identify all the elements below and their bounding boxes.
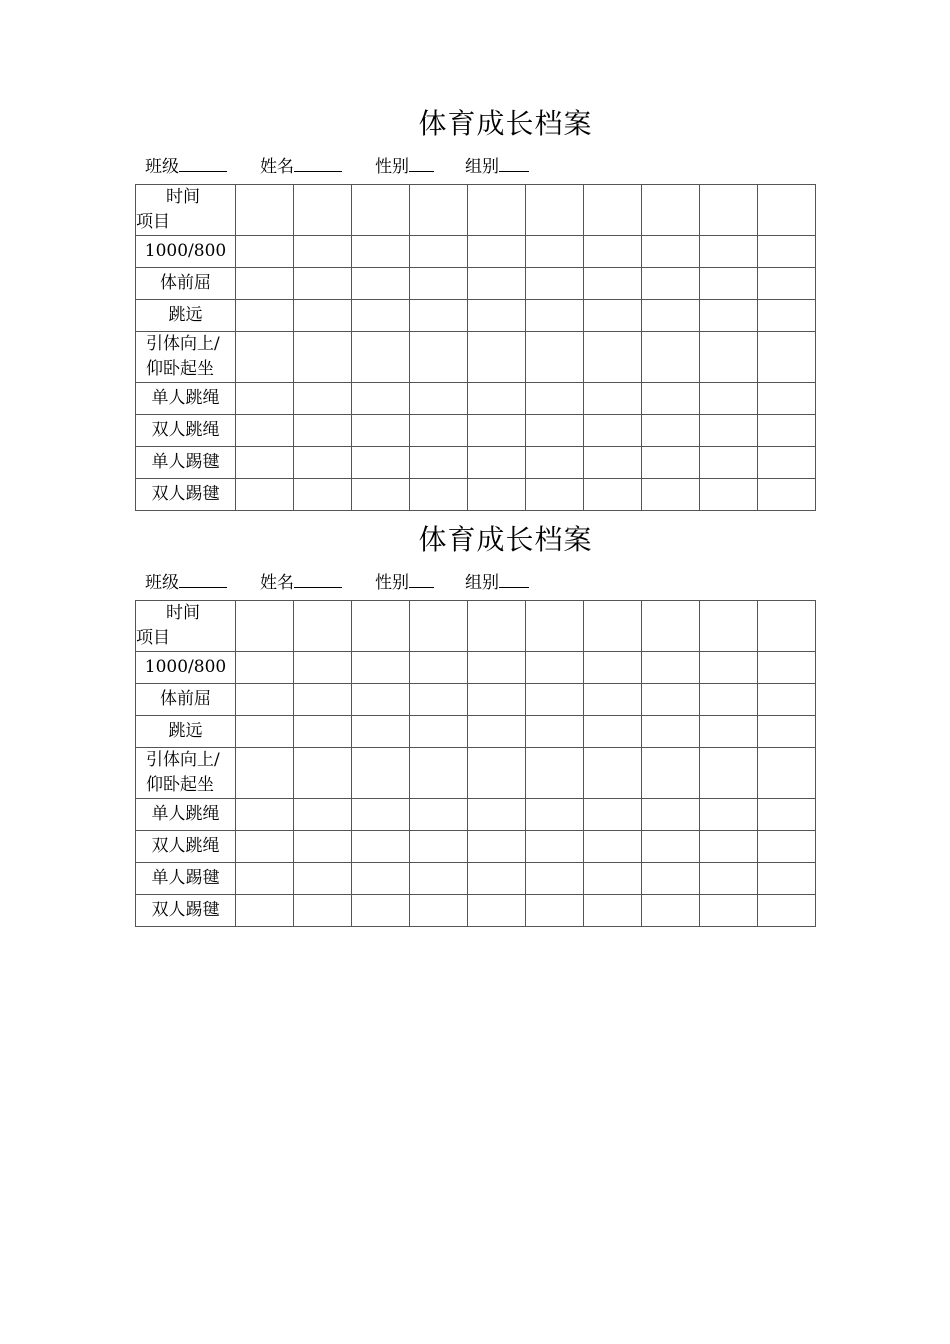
row-label — [136, 748, 236, 799]
table-row — [136, 684, 816, 716]
score-cell[interactable] — [758, 383, 816, 415]
score-cell[interactable] — [758, 268, 816, 300]
corner-header-cell — [136, 185, 236, 236]
score-cell[interactable] — [584, 268, 642, 300]
score-cell[interactable] — [584, 895, 642, 927]
table-row — [136, 447, 816, 479]
score-cell[interactable] — [468, 799, 526, 831]
score-cell[interactable] — [758, 236, 816, 268]
row-label: 单人踢毽 — [136, 447, 236, 479]
row-label: 单人跳绳 — [136, 799, 236, 831]
table-row — [136, 799, 816, 831]
score-cell[interactable] — [468, 748, 526, 799]
score-cell[interactable] — [526, 268, 584, 300]
time-cell[interactable] — [410, 185, 468, 236]
score-cell[interactable] — [700, 236, 758, 268]
score-cell[interactable] — [584, 383, 642, 415]
score-cell[interactable] — [236, 332, 294, 383]
score-cell[interactable] — [352, 447, 410, 479]
time-cell[interactable] — [352, 185, 410, 236]
time-cell[interactable] — [236, 185, 294, 236]
group-label: 组别 — [465, 573, 499, 593]
score-cell[interactable] — [410, 716, 468, 748]
score-cell[interactable] — [294, 831, 352, 863]
score-cell[interactable] — [410, 479, 468, 511]
score-cell[interactable] — [294, 863, 352, 895]
score-cell[interactable] — [410, 799, 468, 831]
score-cell[interactable] — [642, 895, 700, 927]
score-cell[interactable] — [526, 863, 584, 895]
gender-field[interactable] — [375, 152, 434, 177]
score-cell[interactable] — [642, 684, 700, 716]
score-cell[interactable] — [236, 652, 294, 684]
row-label: 跳远 — [136, 716, 236, 748]
time-cell[interactable] — [700, 601, 758, 652]
score-cell[interactable] — [642, 831, 700, 863]
score-cell[interactable] — [642, 300, 700, 332]
time-header: 时间 — [166, 187, 200, 207]
gender-label: 性别 — [375, 573, 409, 593]
score-cell[interactable] — [584, 831, 642, 863]
score-cell[interactable] — [352, 236, 410, 268]
score-cell[interactable] — [526, 479, 584, 511]
score-cell[interactable] — [642, 748, 700, 799]
group-label: 组别 — [465, 157, 499, 177]
score-cell[interactable] — [584, 415, 642, 447]
score-cell[interactable] — [410, 895, 468, 927]
time-cell[interactable] — [700, 185, 758, 236]
score-cell[interactable] — [468, 479, 526, 511]
score-cell[interactable] — [410, 831, 468, 863]
score-cell[interactable] — [468, 236, 526, 268]
time-cell[interactable] — [352, 601, 410, 652]
table-row — [136, 652, 816, 684]
score-cell[interactable] — [352, 652, 410, 684]
time-cell[interactable] — [236, 601, 294, 652]
score-cell[interactable] — [700, 447, 758, 479]
score-cell[interactable] — [526, 236, 584, 268]
table-header-row — [136, 601, 816, 652]
score-cell[interactable] — [642, 236, 700, 268]
score-cell[interactable] — [410, 684, 468, 716]
record-table — [135, 600, 816, 927]
score-cell[interactable] — [642, 383, 700, 415]
score-cell[interactable] — [526, 799, 584, 831]
score-cell[interactable] — [468, 300, 526, 332]
time-cell[interactable] — [526, 601, 584, 652]
score-cell[interactable] — [236, 748, 294, 799]
name-field[interactable] — [260, 152, 342, 177]
score-cell[interactable] — [352, 716, 410, 748]
score-cell[interactable] — [526, 716, 584, 748]
time-cell[interactable] — [468, 185, 526, 236]
score-cell[interactable] — [468, 863, 526, 895]
score-cell[interactable] — [700, 863, 758, 895]
score-cell[interactable] — [410, 415, 468, 447]
score-cell[interactable] — [294, 300, 352, 332]
gender-label: 性别 — [375, 157, 409, 177]
time-cell[interactable] — [584, 601, 642, 652]
score-cell[interactable] — [758, 479, 816, 511]
record-table — [135, 184, 816, 511]
row-label: 1000/800 — [136, 652, 236, 684]
score-cell[interactable] — [352, 748, 410, 799]
group-field[interactable] — [465, 568, 529, 593]
score-cell[interactable] — [584, 236, 642, 268]
score-cell[interactable] — [410, 652, 468, 684]
score-cell[interactable] — [526, 383, 584, 415]
student-info-fields — [135, 560, 816, 600]
score-cell[interactable] — [468, 716, 526, 748]
score-cell[interactable] — [758, 332, 816, 383]
score-cell[interactable] — [236, 716, 294, 748]
score-cell[interactable] — [526, 332, 584, 383]
score-cell[interactable] — [642, 799, 700, 831]
score-cell[interactable] — [526, 447, 584, 479]
row-label-line: 引体向上/ — [146, 750, 220, 770]
score-cell[interactable] — [352, 799, 410, 831]
table-row — [136, 748, 816, 799]
score-cell[interactable] — [294, 332, 352, 383]
row-label: 双人跳绳 — [136, 831, 236, 863]
score-cell[interactable] — [642, 479, 700, 511]
score-cell[interactable] — [236, 479, 294, 511]
score-cell[interactable] — [700, 268, 758, 300]
corner-header-cell — [136, 601, 236, 652]
row-label: 双人跳绳 — [136, 415, 236, 447]
row-label-line: 仰卧起坐 — [146, 775, 214, 795]
score-cell[interactable] — [758, 447, 816, 479]
score-cell[interactable] — [468, 831, 526, 863]
score-cell[interactable] — [294, 236, 352, 268]
name-label: 姓名 — [260, 157, 294, 177]
score-cell[interactable] — [758, 652, 816, 684]
item-header: 项目 — [136, 212, 170, 232]
table-row — [136, 863, 816, 895]
table-row — [136, 236, 816, 268]
row-label-line: 仰卧起坐 — [146, 359, 214, 379]
score-cell[interactable] — [700, 831, 758, 863]
score-cell[interactable] — [352, 479, 410, 511]
score-cell[interactable] — [700, 684, 758, 716]
score-cell[interactable] — [468, 652, 526, 684]
table-row — [136, 479, 816, 511]
time-cell[interactable] — [642, 185, 700, 236]
score-cell[interactable] — [584, 447, 642, 479]
score-cell[interactable] — [410, 748, 468, 799]
score-cell[interactable] — [468, 895, 526, 927]
score-cell[interactable] — [584, 300, 642, 332]
table-row — [136, 268, 816, 300]
row-label: 双人踢毽 — [136, 895, 236, 927]
score-cell[interactable] — [410, 447, 468, 479]
table-row — [136, 383, 816, 415]
score-cell[interactable] — [642, 863, 700, 895]
score-cell[interactable] — [410, 863, 468, 895]
score-cell[interactable] — [236, 415, 294, 447]
score-cell[interactable] — [352, 300, 410, 332]
score-cell[interactable] — [526, 415, 584, 447]
score-cell[interactable] — [294, 748, 352, 799]
table-row — [136, 895, 816, 927]
record-sheet-2 — [135, 520, 816, 927]
score-cell[interactable] — [352, 415, 410, 447]
score-cell[interactable] — [700, 300, 758, 332]
page-title: 体育成长档案 — [418, 523, 593, 556]
time-cell[interactable] — [468, 601, 526, 652]
row-label: 1000/800 — [136, 236, 236, 268]
time-cell[interactable] — [410, 601, 468, 652]
score-cell[interactable] — [584, 799, 642, 831]
score-cell[interactable] — [352, 332, 410, 383]
time-header: 时间 — [166, 603, 200, 623]
score-cell[interactable] — [410, 332, 468, 383]
score-cell[interactable] — [700, 383, 758, 415]
score-cell[interactable] — [410, 383, 468, 415]
time-cell[interactable] — [758, 185, 816, 236]
score-cell[interactable] — [468, 415, 526, 447]
score-cell[interactable] — [352, 895, 410, 927]
score-cell[interactable] — [700, 895, 758, 927]
class-label: 班级 — [145, 573, 179, 593]
class-field[interactable] — [145, 568, 227, 593]
score-cell[interactable] — [236, 236, 294, 268]
score-cell[interactable] — [236, 383, 294, 415]
score-cell[interactable] — [352, 684, 410, 716]
score-cell[interactable] — [700, 799, 758, 831]
score-cell[interactable] — [294, 415, 352, 447]
score-cell[interactable] — [352, 383, 410, 415]
score-cell[interactable] — [758, 895, 816, 927]
score-cell[interactable] — [642, 716, 700, 748]
score-cell[interactable] — [410, 236, 468, 268]
score-cell[interactable] — [526, 300, 584, 332]
score-cell[interactable] — [294, 799, 352, 831]
table-row — [136, 415, 816, 447]
row-label: 体前屈 — [136, 684, 236, 716]
score-cell[interactable] — [294, 684, 352, 716]
score-cell[interactable] — [526, 684, 584, 716]
score-cell[interactable] — [410, 300, 468, 332]
table-row — [136, 831, 816, 863]
score-cell[interactable] — [758, 684, 816, 716]
time-cell[interactable] — [642, 601, 700, 652]
table-row — [136, 300, 816, 332]
score-cell[interactable] — [700, 332, 758, 383]
score-cell[interactable] — [236, 447, 294, 479]
score-cell[interactable] — [294, 895, 352, 927]
group-field[interactable] — [465, 152, 529, 177]
score-cell[interactable] — [642, 268, 700, 300]
time-cell[interactable] — [758, 601, 816, 652]
score-cell[interactable] — [526, 652, 584, 684]
time-cell[interactable] — [526, 185, 584, 236]
score-cell[interactable] — [294, 268, 352, 300]
score-cell[interactable] — [642, 415, 700, 447]
score-cell[interactable] — [758, 799, 816, 831]
score-cell[interactable] — [468, 332, 526, 383]
gender-field[interactable] — [375, 568, 434, 593]
score-cell[interactable] — [352, 268, 410, 300]
score-cell[interactable] — [236, 268, 294, 300]
class-field[interactable] — [145, 152, 227, 177]
score-cell[interactable] — [584, 684, 642, 716]
score-cell[interactable] — [758, 716, 816, 748]
score-cell[interactable] — [352, 863, 410, 895]
score-cell[interactable] — [584, 332, 642, 383]
score-cell[interactable] — [758, 831, 816, 863]
score-cell[interactable] — [526, 748, 584, 799]
row-label: 体前屈 — [136, 268, 236, 300]
time-cell[interactable] — [294, 601, 352, 652]
score-cell[interactable] — [758, 863, 816, 895]
row-label-line: 引体向上/ — [146, 334, 220, 354]
score-cell[interactable] — [526, 895, 584, 927]
score-cell[interactable] — [236, 831, 294, 863]
student-info-fields — [135, 144, 816, 184]
score-cell[interactable] — [236, 799, 294, 831]
score-cell[interactable] — [584, 479, 642, 511]
table-header-row — [136, 185, 816, 236]
time-cell[interactable] — [294, 185, 352, 236]
name-field[interactable] — [260, 568, 342, 593]
table-row — [136, 332, 816, 383]
score-cell[interactable] — [700, 748, 758, 799]
score-cell[interactable] — [584, 716, 642, 748]
score-cell[interactable] — [642, 332, 700, 383]
score-cell[interactable] — [236, 895, 294, 927]
score-cell[interactable] — [468, 447, 526, 479]
score-cell[interactable] — [294, 383, 352, 415]
score-cell[interactable] — [584, 863, 642, 895]
score-cell[interactable] — [584, 652, 642, 684]
record-sheet-1 — [135, 104, 816, 511]
score-cell[interactable] — [236, 863, 294, 895]
score-cell[interactable] — [468, 684, 526, 716]
score-cell[interactable] — [526, 831, 584, 863]
score-cell[interactable] — [700, 716, 758, 748]
score-cell[interactable] — [294, 652, 352, 684]
score-cell[interactable] — [642, 652, 700, 684]
score-cell[interactable] — [468, 383, 526, 415]
name-label: 姓名 — [260, 573, 294, 593]
row-label: 单人跳绳 — [136, 383, 236, 415]
score-cell[interactable] — [700, 415, 758, 447]
table-row — [136, 716, 816, 748]
score-cell[interactable] — [584, 748, 642, 799]
score-cell[interactable] — [642, 447, 700, 479]
score-cell[interactable] — [294, 479, 352, 511]
score-cell[interactable] — [700, 652, 758, 684]
page-title: 体育成长档案 — [418, 107, 593, 140]
score-cell[interactable] — [700, 479, 758, 511]
score-cell[interactable] — [758, 748, 816, 799]
score-cell[interactable] — [294, 716, 352, 748]
row-label: 单人踢毽 — [136, 863, 236, 895]
score-cell[interactable] — [758, 300, 816, 332]
row-label: 跳远 — [136, 300, 236, 332]
score-cell[interactable] — [410, 268, 468, 300]
time-cell[interactable] — [584, 185, 642, 236]
class-label: 班级 — [145, 157, 179, 177]
score-cell[interactable] — [468, 268, 526, 300]
score-cell[interactable] — [294, 447, 352, 479]
score-cell[interactable] — [236, 300, 294, 332]
score-cell[interactable] — [758, 415, 816, 447]
score-cell[interactable] — [352, 831, 410, 863]
row-label: 双人踢毽 — [136, 479, 236, 511]
item-header: 项目 — [136, 628, 170, 648]
row-label — [136, 332, 236, 383]
score-cell[interactable] — [236, 684, 294, 716]
